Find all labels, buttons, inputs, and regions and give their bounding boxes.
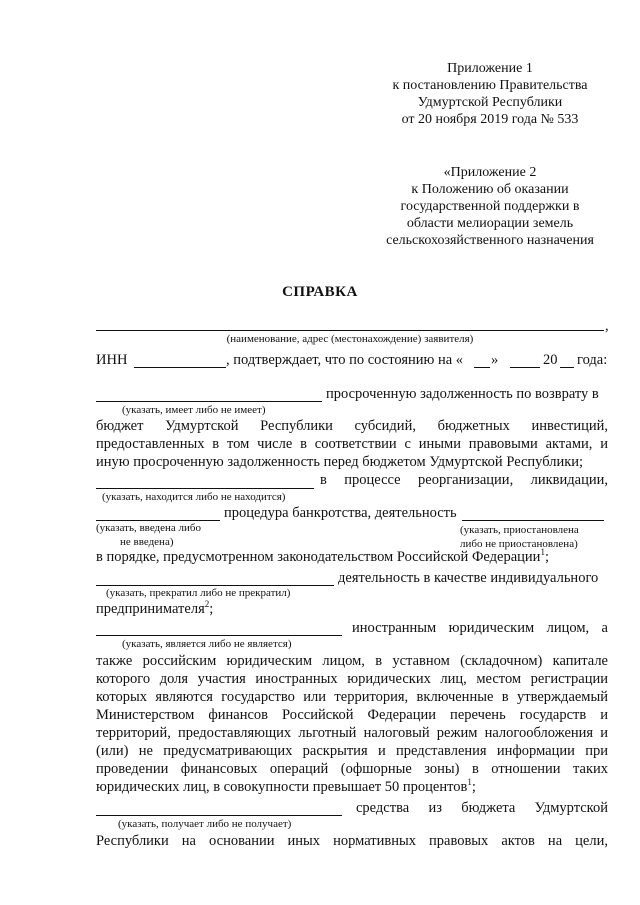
foreign-line: которого доля участия иностранных юридических лиц, местом регистрации bbox=[96, 671, 608, 687]
appendix-1-line: к постановлению Правительства bbox=[392, 78, 588, 93]
bankruptcy-text: процедура банкротства, деятельность bbox=[224, 505, 457, 521]
applicant-blank bbox=[96, 330, 604, 331]
funds-line: Республики на основании иных нормативных правовых актов на цели, bbox=[96, 833, 608, 849]
debt-line: иную просроченную задолженность перед бюджетом Удмуртской Республики; bbox=[96, 454, 584, 470]
reorg-blank bbox=[96, 488, 314, 489]
bankruptcy-blank bbox=[96, 520, 220, 521]
foreign-last-line bbox=[96, 779, 476, 796]
appendix-1-line: Приложение 1 bbox=[447, 61, 533, 76]
foreign-caption: (указать, является либо не является) bbox=[122, 638, 292, 650]
quote-close: » bbox=[491, 352, 499, 368]
appendix-2-line: области мелиорации земель bbox=[406, 216, 574, 231]
foreign-last-text: юридических лиц, в совокупности превышает 50 процентов bbox=[96, 779, 468, 795]
foreign-line: территорий, предоставляющих льготный налоговый режим налогообложения и bbox=[96, 725, 608, 741]
year-blank bbox=[560, 367, 574, 368]
funds-caption: (указать, получает либо не получает) bbox=[118, 818, 292, 830]
appendix-2-line: к Положению об оказании bbox=[411, 182, 569, 197]
entrepreneur-caption: (указать, прекратил либо не прекратил) bbox=[106, 587, 291, 599]
inn-suffix: года: bbox=[577, 352, 608, 368]
day-blank bbox=[474, 367, 490, 368]
appendix-2-line: государственной поддержки в bbox=[400, 199, 580, 214]
foreign-line: (или) не предусматривающих раскрытия и представления информации при bbox=[96, 743, 608, 759]
entrepreneur-line-text: предпринимателя bbox=[96, 601, 205, 617]
debt-text: просроченную задолженность по возврату в bbox=[326, 386, 599, 402]
line-end: ; bbox=[544, 549, 549, 565]
debt-blank bbox=[96, 401, 322, 402]
activity-blank bbox=[462, 520, 604, 521]
footnote-ref: 2 bbox=[204, 599, 210, 610]
bankruptcy-line-text: в порядке, предусмотренном законодательством Российской Федерации bbox=[96, 549, 541, 565]
foreign-blank bbox=[96, 635, 342, 636]
debt-line: бюджет Удмуртской Республики субсидий, бюджетных инвестиций, bbox=[96, 418, 608, 434]
foreign-line: также российским юридическим лицом, в уставном (складочном) капитале bbox=[96, 653, 608, 669]
entrepreneur-text: деятельность в качестве индивидуального bbox=[338, 570, 599, 586]
entrepreneur-line bbox=[96, 601, 213, 618]
funds-blank bbox=[96, 815, 342, 816]
bankruptcy-caption-left: (указать, введена либо bbox=[96, 522, 202, 534]
appendix-1-block bbox=[372, 60, 608, 128]
foreign-line: проведении финансовых операций (офшорные зоны) в отношении таких bbox=[96, 761, 608, 777]
document-title: СПРАВКА bbox=[282, 284, 358, 300]
footnote-ref: 1 bbox=[467, 777, 472, 788]
foreign-line: Министерством финансов Российской Федерации перечень государств и bbox=[96, 707, 608, 723]
reorg-caption: (указать, находится либо не находится) bbox=[102, 491, 286, 503]
inn-blank bbox=[134, 367, 226, 368]
applicant-caption: (наименование, адрес (местонахождение) заявителя) bbox=[226, 333, 474, 345]
inn-label: ИНН bbox=[96, 352, 128, 368]
bankruptcy-caption-right: либо не приостановлена) bbox=[460, 538, 578, 550]
foreign-text: иностранным юридическим лицом, а bbox=[352, 620, 608, 636]
footnote-ref: 1 bbox=[540, 547, 545, 558]
appendix-2-line: сельскохозяйственного назначения bbox=[386, 233, 594, 248]
applicant-comma: , bbox=[605, 318, 609, 334]
appendix-2-line: «Приложение 2 bbox=[443, 165, 537, 180]
debt-line: предоставленных в том числе в соответствии с иными правовыми актами, и bbox=[96, 436, 608, 452]
inn-text: , подтверждает, что по состоянию на « bbox=[226, 352, 464, 368]
debt-caption: (указать, имеет либо не имеет) bbox=[122, 404, 266, 416]
bankruptcy-caption-left: не введена) bbox=[120, 536, 174, 548]
funds-text: средства из бюджета Удмуртской bbox=[356, 800, 608, 816]
bankruptcy-caption-right: (указать, приостановлена bbox=[460, 524, 579, 536]
bankruptcy-line bbox=[96, 549, 549, 566]
appendix-1-line: от 20 ноября 2019 года № 533 bbox=[401, 112, 579, 127]
foreign-line: которых являются государство или территория, включенные в утверждаемый bbox=[96, 689, 608, 705]
year-prefix: 20 bbox=[543, 352, 558, 368]
reorg-text: в процессе реорганизации, ликвидации, bbox=[320, 472, 608, 488]
line-end: ; bbox=[209, 601, 214, 617]
appendix-1-line: Удмуртской Республики bbox=[417, 95, 563, 110]
line-end: ; bbox=[471, 779, 476, 795]
entrepreneur-blank bbox=[96, 585, 334, 586]
appendix-2-block bbox=[362, 164, 618, 249]
month-blank bbox=[510, 367, 540, 368]
